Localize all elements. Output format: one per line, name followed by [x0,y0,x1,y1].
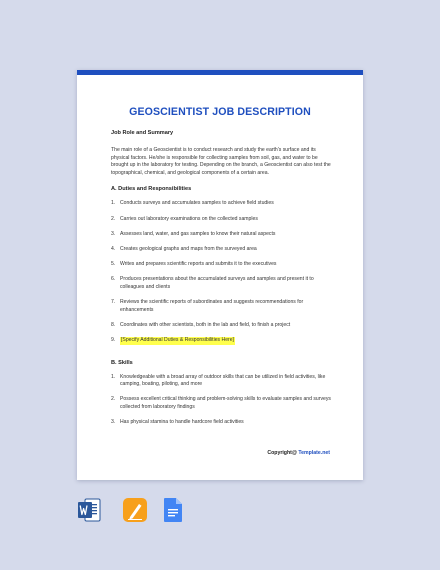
copyright-line [267,450,330,456]
google-docs-icon[interactable] [160,496,186,524]
summary-paragraph: The main role of a Geoscientist is to conduct research and study the earth's surface and its physical factors. He/she is responsible for collecting samples from soil, gas, and water to be brought up in the laboratory for testing. Depending on the branch, a Geoscientist can also test the topographical, chemical, and geological components of a certain area. [111,147,331,176]
pages-icon[interactable] [122,496,148,524]
list-item: 9. [Specify Additional Duties & Responsibilities Here] [111,337,234,344]
document-page [77,70,363,480]
list-item: 4. Creates geological graphs and maps from the surveyed area [111,245,257,252]
app-icons [76,496,186,524]
duties-list [111,200,335,344]
list-item: 3. Has physical stamina to handle hardcore field activities [111,419,244,426]
list-item: 3. Assesses land, water, and gas samples to know their natural aspects [111,230,276,237]
placeholder-highlight: [Specify Additional Duties & Responsibilities Here] [121,337,234,344]
list-item: 2. Possess excellent critical thinking and problem-solving skills to evaluate samples and surveys collected from laboratory findings [111,396,331,411]
list-item: 1. Knowledgeable with a broad array of outdoor skills that can be utilized in field activities, like camping, boating, piloting, and more [111,373,326,388]
role-heading: Job Role and Summary [111,130,174,136]
section-a-heading: A. Duties and Responsibilities [111,186,192,193]
list-item: 7. Reviews the scientific reports of subordinates and suggests recommendations for enhancements [111,299,304,313]
list-item: 1. Conducts surveys and accumulates samples to achieve field studies [111,200,274,207]
document-title: GEOSCIENTIST JOB DESCRIPTION [129,106,311,118]
skills-list [111,374,335,427]
template-link[interactable]: Template.net [298,450,330,456]
list-item: 2. Carries out laboratory examinations on the collected samples [111,215,258,222]
document-content [111,130,335,427]
copyright-label: Copyright@ [267,450,297,456]
word-icon[interactable] [76,496,102,524]
list-item: 5. Writes and prepares scientific reports and submits it to the executives [111,261,277,268]
section-b-heading: B. Skills [111,359,133,366]
list-item: 6. Produces presentations about the accumulated surveys and samples and present it to colleagues and clients [111,276,314,290]
list-item: 8. Coordinates with other scientists, both in the lab and field, to finish a project [111,321,291,328]
header-bar [77,70,363,75]
